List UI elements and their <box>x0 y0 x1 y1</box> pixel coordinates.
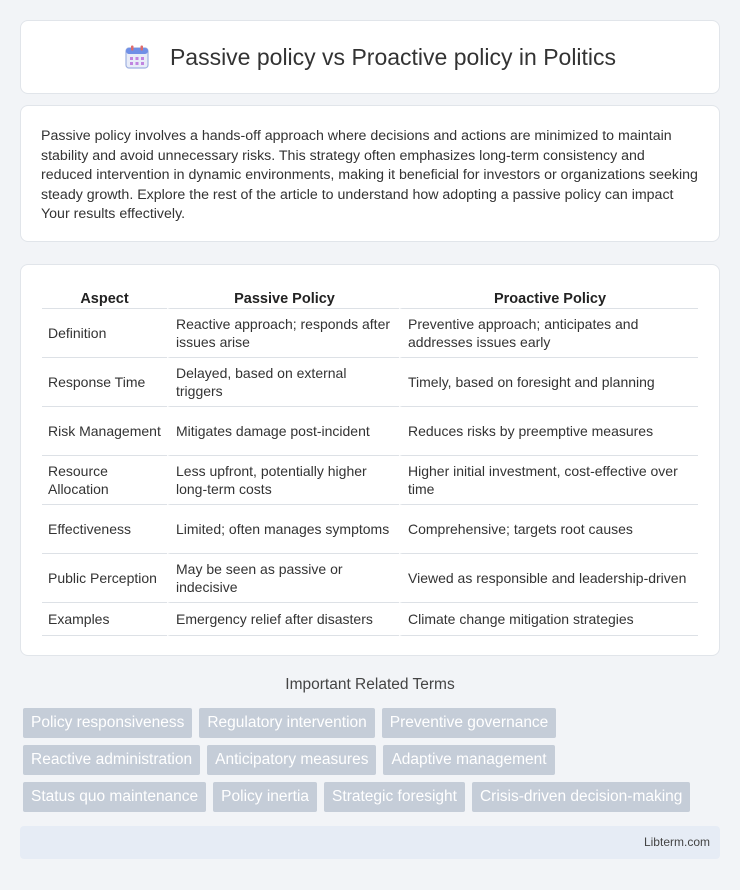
table-row <box>42 456 698 505</box>
table-cell: Limited; often manages symptoms <box>167 505 399 554</box>
comparison-table-card <box>20 264 720 656</box>
related-term-tag[interactable]: Adaptive management <box>383 745 554 775</box>
related-term-tag[interactable]: Regulatory intervention <box>199 708 374 738</box>
table-cell: Climate change mitigation strategies <box>399 603 698 636</box>
table-cell: Preventive approach; anticipates and addresses issues early <box>399 309 698 358</box>
footer <box>20 826 720 859</box>
table-cell: Timely, based on foresight and planning <box>399 358 698 407</box>
table-cell: Definition <box>42 309 167 358</box>
table-cell: Public Perception <box>42 554 167 603</box>
intro-text: Passive policy involves a hands-off approach where decisions and actions are minimized to maintain stability and avoid unnecessary risks. This strategy often emphasizes long-term consistency and reduced intervention in dynamic environments, making it beneficial for investors or organizations seeking steady growth. Explore the rest of the article to understand how adopting a passive policy can impact Your results effectively. <box>41 128 698 223</box>
related-term-tag[interactable]: Policy inertia <box>213 782 317 812</box>
comparison-table <box>42 287 698 636</box>
table-cell: Resource Allocation <box>42 456 167 505</box>
table-cell: Reduces risks by preemptive measures <box>399 407 698 456</box>
column-header-passive: Passive Policy <box>167 287 399 309</box>
related-term-tag[interactable]: Anticipatory measures <box>207 745 376 775</box>
table-cell: Emergency relief after disasters <box>167 603 399 636</box>
tag-row <box>23 708 723 738</box>
related-term-tag[interactable]: Reactive administration <box>23 745 200 775</box>
table-cell: Less upfront, potentially higher long-term costs <box>167 456 399 505</box>
related-term-tag[interactable]: Policy responsiveness <box>23 708 192 738</box>
table-row <box>42 407 698 456</box>
table-cell: Comprehensive; targets root causes <box>399 505 698 554</box>
related-terms-title: Important Related Terms <box>285 676 455 693</box>
table-cell: Mitigates damage post-incident <box>167 407 399 456</box>
table-cell: May be seen as passive or indecisive <box>167 554 399 603</box>
table-cell: Higher initial investment, cost-effective over time <box>399 456 698 505</box>
related-term-tag[interactable]: Preventive governance <box>382 708 557 738</box>
table-cell: Effectiveness <box>42 505 167 554</box>
table-row <box>42 505 698 554</box>
calendar-icon <box>124 44 150 70</box>
related-term-tag[interactable]: Status quo maintenance <box>23 782 206 812</box>
related-term-tag[interactable]: Crisis-driven decision-making <box>472 782 690 812</box>
page-title: Passive policy vs Proactive policy in Politics <box>169 43 617 70</box>
table-cell: Risk Management <box>42 407 167 456</box>
related-terms-list <box>23 708 723 819</box>
header-card <box>20 20 720 94</box>
related-term-tag[interactable]: Strategic foresight <box>324 782 465 812</box>
table-row <box>42 554 698 603</box>
column-header-proactive: Proactive Policy <box>399 287 698 309</box>
tag-row <box>23 782 723 812</box>
table-cell: Reactive approach; responds after issues arise <box>167 309 399 358</box>
table-row <box>42 309 698 358</box>
table-cell: Viewed as responsible and leadership-driven <box>399 554 698 603</box>
table-header-row <box>42 287 698 309</box>
table-cell: Response Time <box>42 358 167 407</box>
column-header-aspect: Aspect <box>42 287 167 309</box>
tag-row <box>23 745 723 775</box>
footer-site-link[interactable]: Libterm.com <box>643 835 710 849</box>
table-cell: Delayed, based on external triggers <box>167 358 399 407</box>
table-row <box>42 358 698 407</box>
intro-card <box>20 105 720 242</box>
table-cell: Examples <box>42 603 167 636</box>
table-row <box>42 603 698 636</box>
